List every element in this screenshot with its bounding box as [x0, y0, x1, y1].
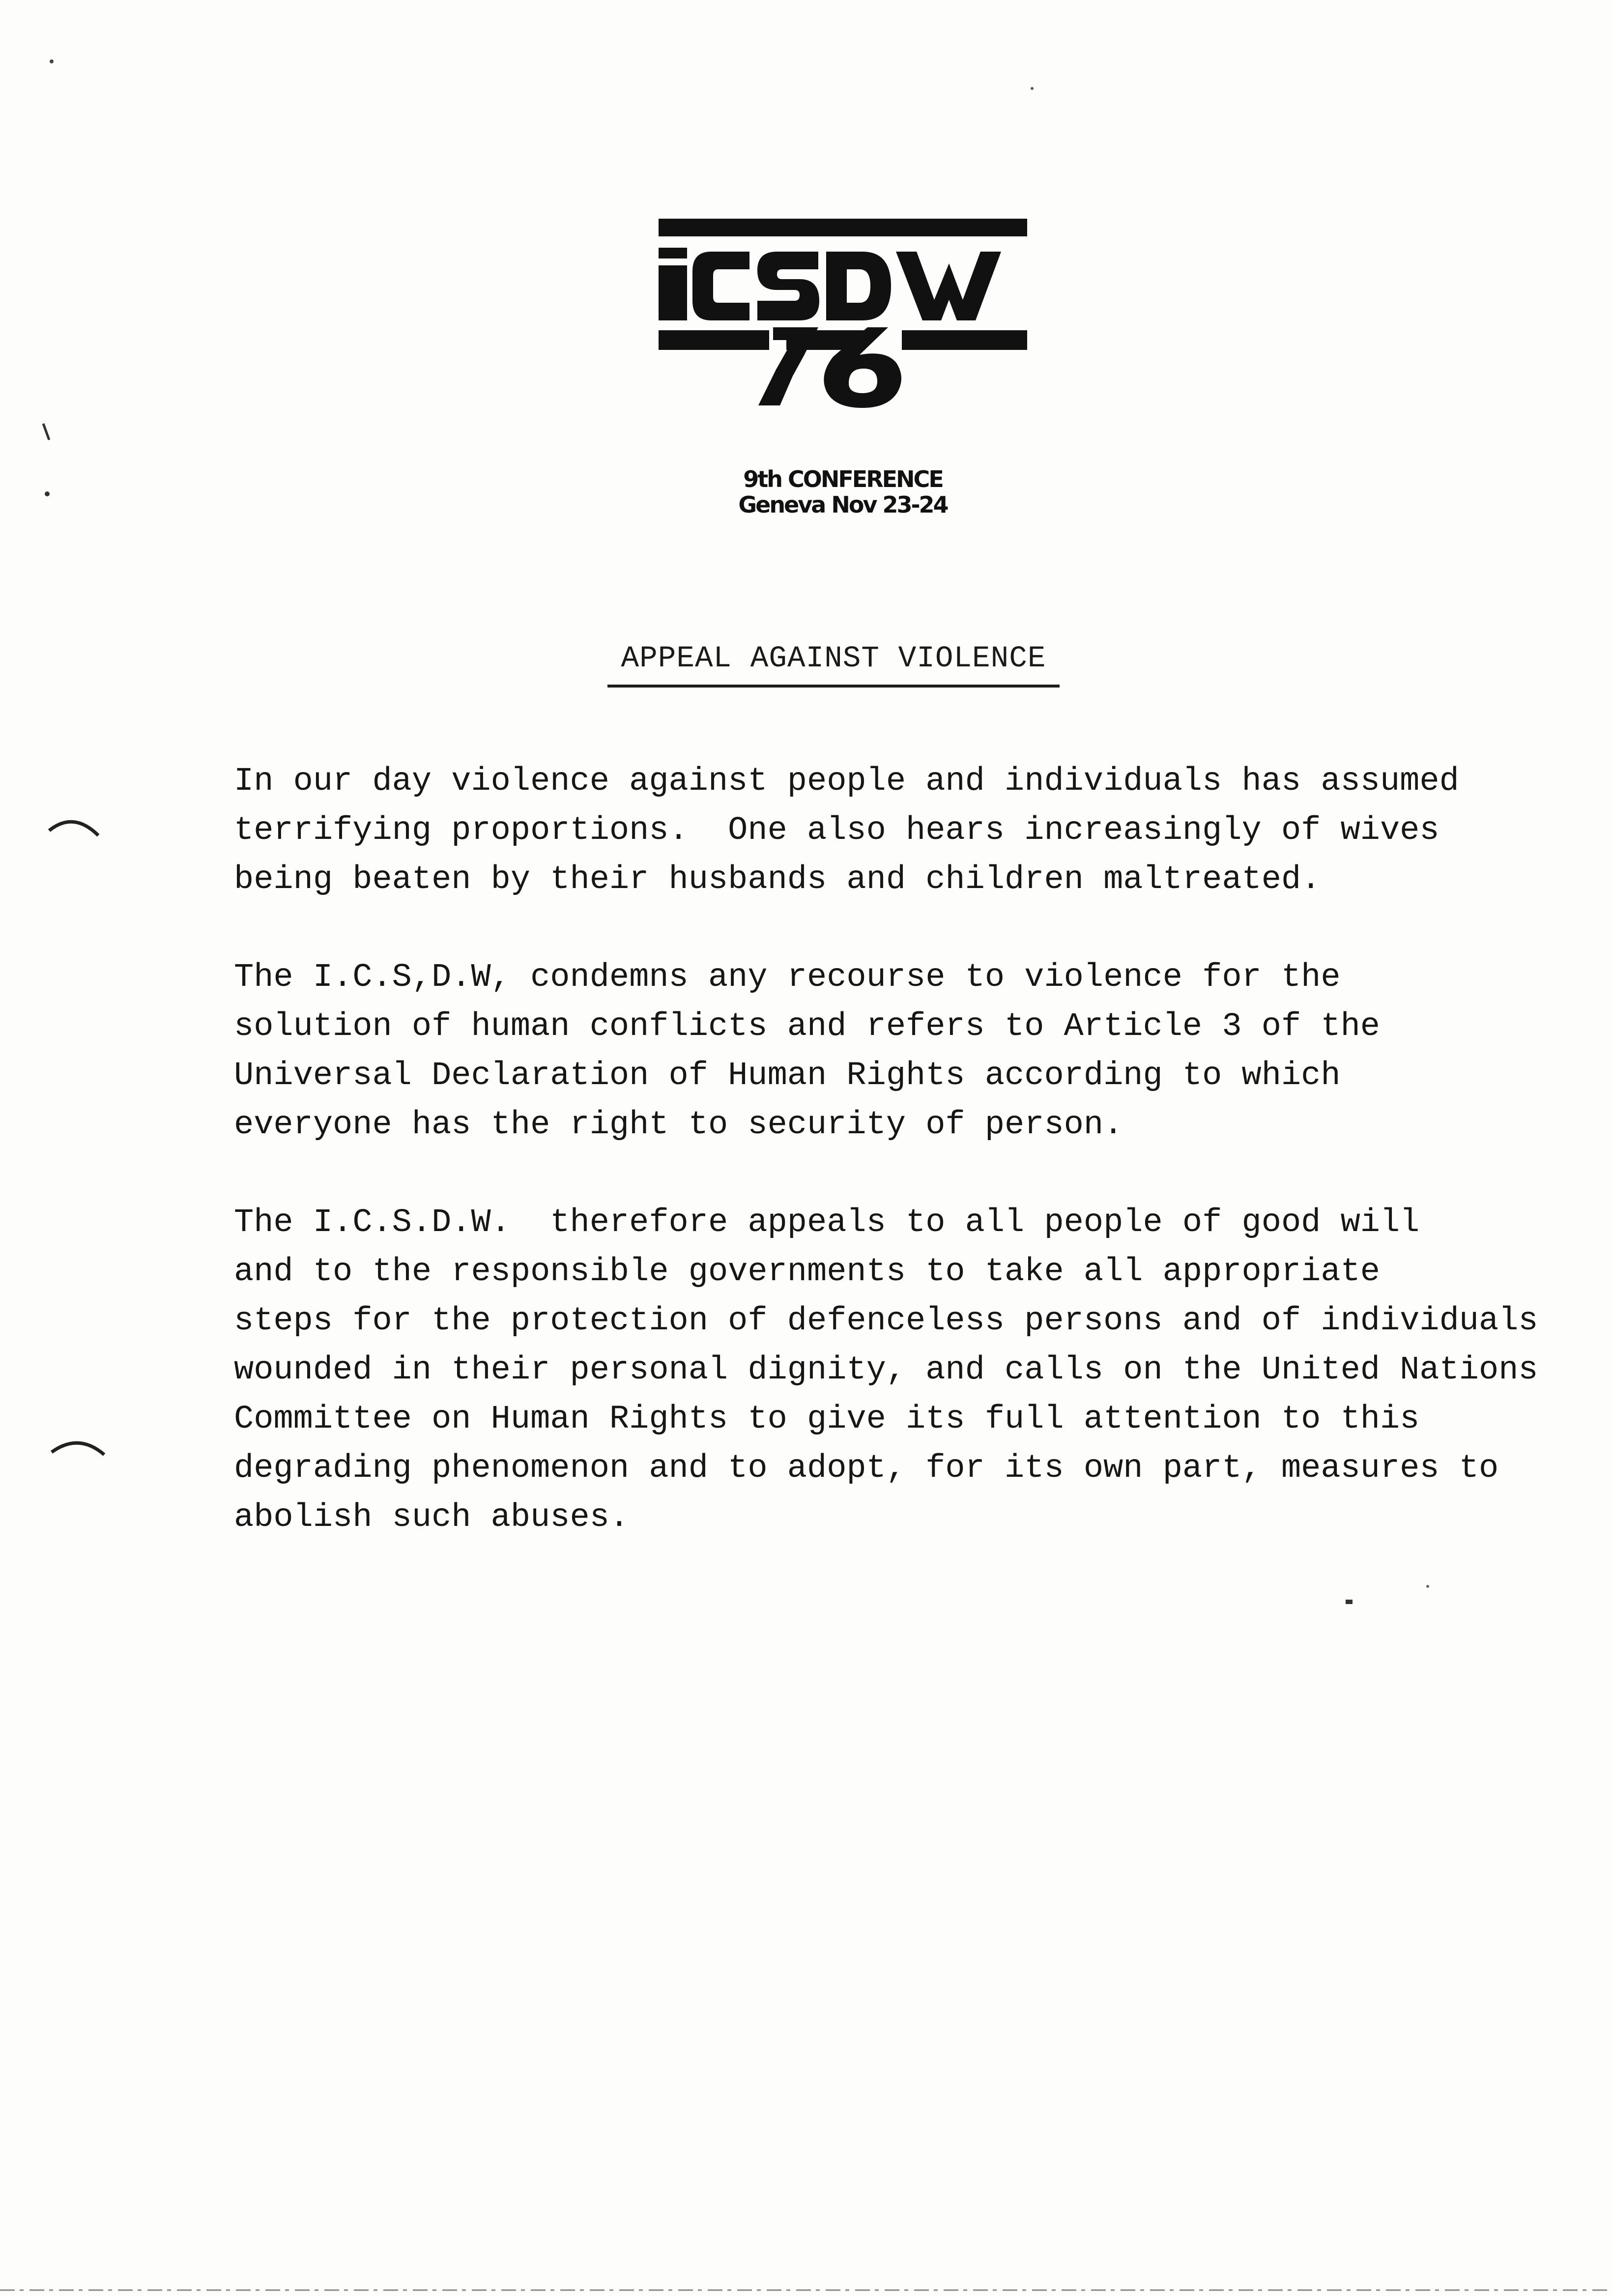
text-line: being beaten by their husbands and children maltreated.	[234, 861, 1321, 898]
text-line: Committee on Human Rights to give its full attention to this	[234, 1401, 1420, 1438]
text-line: solution of human conflicts and refers to Article 3 of the	[234, 1008, 1380, 1045]
text-line: In our day violence against people and individuals has assumed	[234, 763, 1459, 800]
text-line: abolish such abuses.	[234, 1499, 630, 1536]
text-line: Universal Declaration of Human Rights according to which	[234, 1057, 1341, 1094]
logo-location-date: Geneva Nov 23-24	[738, 491, 948, 518]
text-line: terrifying proportions. One also hears increasingly of wives	[234, 812, 1439, 849]
text-line: degrading phenomenon and to adopt, for its own part, measures to	[234, 1450, 1499, 1487]
text-line: wounded in their personal dignity, and calls on the United Nations	[234, 1351, 1538, 1389]
text-line: and to the responsible governments to take all appropriate	[234, 1253, 1380, 1291]
text-line: everyone has the right to security of person.	[234, 1106, 1123, 1144]
text-line: steps for the protection of defenceless persons and of individuals	[234, 1302, 1538, 1340]
logo-conference-label: 9th CONFERENCE	[743, 466, 943, 492]
text-line: The I.C.S.D.W. therefore appeals to all people of good will	[234, 1204, 1420, 1241]
document-title: APPEAL AGAINST VIOLENCE	[621, 642, 1046, 676]
text-line: The I.C.S,D.W, condemns any recourse to violence for the	[234, 959, 1341, 996]
